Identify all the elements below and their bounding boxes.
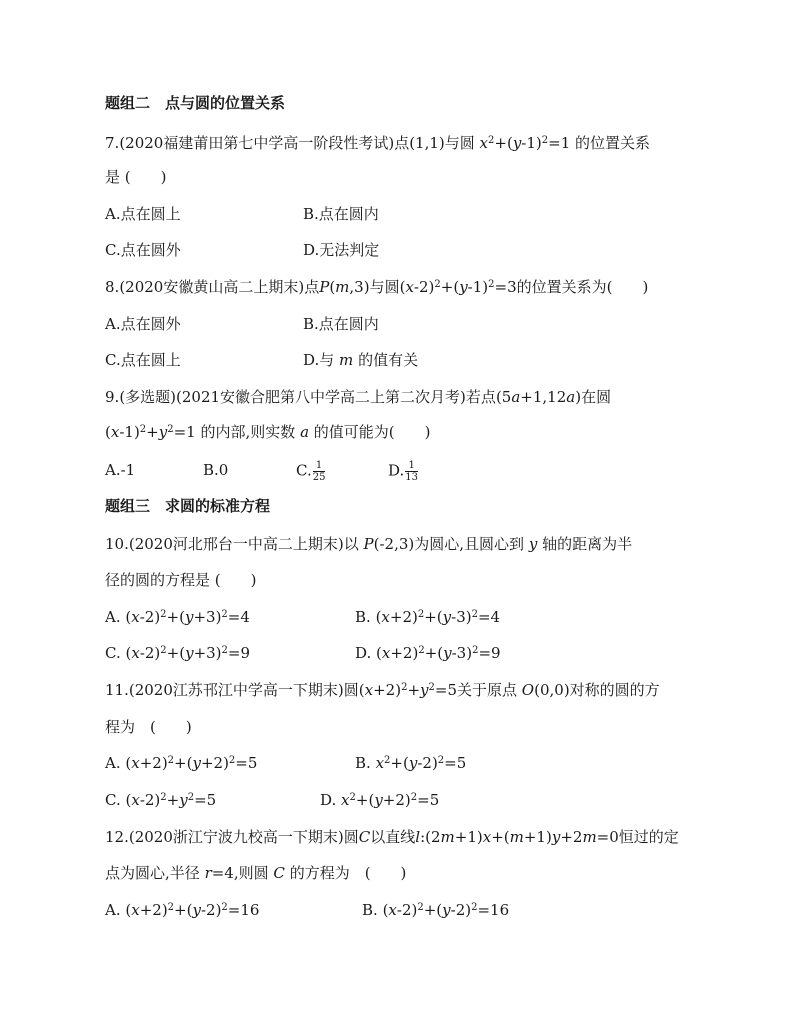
question-12-stem-line2: 点为圆心,半径 r=4,则圆 C 的方程为 ( ) bbox=[105, 864, 407, 882]
question-number: 9. bbox=[105, 388, 120, 406]
question-text: 轴的距离为半 bbox=[542, 535, 633, 553]
math-expression: P(-2,3) bbox=[363, 535, 415, 553]
question-text: 的位置关系 bbox=[575, 134, 651, 152]
question-number: 7. bbox=[105, 134, 120, 152]
question-text: 的值可能为( ) bbox=[313, 423, 431, 441]
question-source: (2020福建莆田第七中学高一阶段性考试) bbox=[119, 134, 395, 152]
math-expression: r=4 bbox=[204, 864, 234, 882]
option-b[interactable]: B.0 bbox=[203, 461, 229, 479]
math-expression: $(x-1)^2+y^2=1$ bbox=[105, 423, 201, 441]
math-expression: (5a+1,12a) bbox=[495, 388, 582, 406]
question-text: 的位置关系为( ) bbox=[516, 278, 649, 296]
question-text: 在圆 bbox=[581, 388, 612, 406]
question-7-stem-line2: 是 ( ) bbox=[105, 168, 167, 186]
question-text: 为圆心,且圆心到 bbox=[414, 535, 525, 553]
option-d[interactable]: D.与 m 的值有关 bbox=[303, 351, 419, 369]
question-7-stem bbox=[105, 133, 650, 153]
option-b[interactable]: B. $(x+2)^2+(y-3)^2=4$ bbox=[355, 608, 501, 626]
option-a[interactable]: A.点在圆上 bbox=[105, 205, 181, 223]
question-text: 对称的圆的方 bbox=[569, 681, 660, 699]
question-text: 点(1,1)与圆 bbox=[394, 134, 475, 152]
option-a[interactable]: A.-1 bbox=[105, 461, 136, 479]
option-c[interactable]: C. $(x-2)^2+y^2=5$ bbox=[105, 791, 217, 809]
question-text: 点为圆心,半径 bbox=[105, 864, 200, 882]
question-source: (2020浙江宁波九校高一下期末) bbox=[128, 828, 344, 846]
question-text: 恒过的定 bbox=[618, 828, 679, 846]
math-expression: $x^2+(y-1)^2=1$ bbox=[479, 134, 576, 152]
question-source: (2020安徽黄山高二上期末) bbox=[119, 278, 305, 296]
question-9-stem-line2: $(x-1)^2+y^2=1$ 的内部,则实数 a 的值可能为( ) bbox=[105, 423, 431, 441]
option-d[interactable]: D. $x^2+(y+2)^2=5$ bbox=[320, 791, 440, 809]
option-a[interactable]: A. $(x-2)^2+(y+3)^2=4$ bbox=[105, 608, 250, 626]
question-9-stem bbox=[105, 387, 611, 407]
question-11-stem-line2: 程为 ( ) bbox=[105, 718, 192, 736]
question-text: 关于原点 bbox=[457, 681, 518, 699]
question-text: 的内部,则实数 bbox=[200, 423, 296, 441]
option-a[interactable]: A. $(x+2)^2+(y-2)^2=16$ bbox=[105, 901, 260, 919]
question-10-stem: 10.(2020河北邢台一中高二上期末)以 P(-2,3)为圆心,且圆心到 y 轴的距离为半 bbox=[105, 535, 633, 553]
option-c[interactable]: C. $\frac{1}{25}$ bbox=[296, 460, 326, 483]
math-expression: $(x-2)^2+(y-1)^2=3$ bbox=[399, 278, 517, 296]
option-a[interactable]: A. $(x+2)^2+(y+2)^2=5$ bbox=[105, 754, 258, 772]
option-a[interactable]: A.点在圆外 bbox=[105, 315, 181, 333]
question-text: 以 bbox=[343, 535, 359, 553]
option-b[interactable]: B.点在圆内 bbox=[303, 205, 379, 223]
math-expression: l:(2m+1)x+(m+1)y+2m=0 bbox=[415, 828, 619, 846]
question-text: 圆 bbox=[343, 681, 359, 699]
question-number: 12. bbox=[105, 828, 129, 846]
math-expression: O(0,0) bbox=[521, 681, 570, 699]
question-source: (2021安徽合肥第八中学高二上第二次月考) bbox=[176, 388, 466, 406]
question-11-stem bbox=[105, 680, 660, 700]
question-text: 以直线 bbox=[370, 828, 416, 846]
option-b[interactable]: B.点在圆内 bbox=[303, 315, 379, 333]
question-source: (2020江苏邗江中学高一下期末) bbox=[128, 681, 344, 699]
question-12-stem: 12.(2020浙江宁波九校高一下期末)圆C以直线l:(2m+1)x+(m+1)y+2m=0恒过的定 bbox=[105, 828, 679, 846]
option-b[interactable]: B. $x^2+(y-2)^2=5$ bbox=[355, 754, 467, 772]
option-b[interactable]: B. $(x-2)^2+(y-2)^2=16$ bbox=[362, 901, 510, 919]
question-text: 与圆 bbox=[369, 278, 400, 296]
question-tag: (多选题) bbox=[119, 388, 177, 406]
option-c[interactable]: C.点在圆外 bbox=[105, 241, 181, 259]
option-c[interactable]: C. $(x-2)^2+(y+3)^2=9$ bbox=[105, 644, 251, 662]
question-text: 若点 bbox=[465, 388, 496, 406]
question-number: 11. bbox=[105, 681, 129, 699]
option-d[interactable]: D. $\frac{1}{13}$ bbox=[388, 460, 418, 483]
question-text: ,则圆 bbox=[233, 864, 269, 882]
question-8-stem bbox=[105, 277, 648, 297]
question-10-stem-line2: 径的圆的方程是 ( ) bbox=[105, 571, 257, 589]
option-d[interactable]: D. $(x+2)^2+(y-3)^2=9$ bbox=[355, 644, 501, 662]
option-d[interactable]: D.无法判定 bbox=[303, 241, 380, 259]
fraction: $\frac{1}{25}$ bbox=[312, 460, 326, 483]
question-text: 圆 bbox=[343, 828, 359, 846]
question-number: 10. bbox=[105, 535, 129, 553]
math-expression: $(x+2)^2+y^2=5$ bbox=[358, 681, 457, 699]
question-text: 点 bbox=[304, 278, 320, 296]
math-expression: P(m,3) bbox=[319, 278, 370, 296]
option-c[interactable]: C.点在圆上 bbox=[105, 351, 181, 369]
section-heading: 题组三 求圆的标准方程 bbox=[105, 497, 271, 515]
question-number: 8. bbox=[105, 278, 120, 296]
section-heading: 题组二 点与圆的位置关系 bbox=[105, 94, 286, 112]
question-text: 的方程为 ( ) bbox=[289, 864, 407, 882]
fraction: $\frac{1}{13}$ bbox=[405, 460, 418, 483]
question-source: (2020河北邢台一中高二上期末) bbox=[128, 535, 344, 553]
